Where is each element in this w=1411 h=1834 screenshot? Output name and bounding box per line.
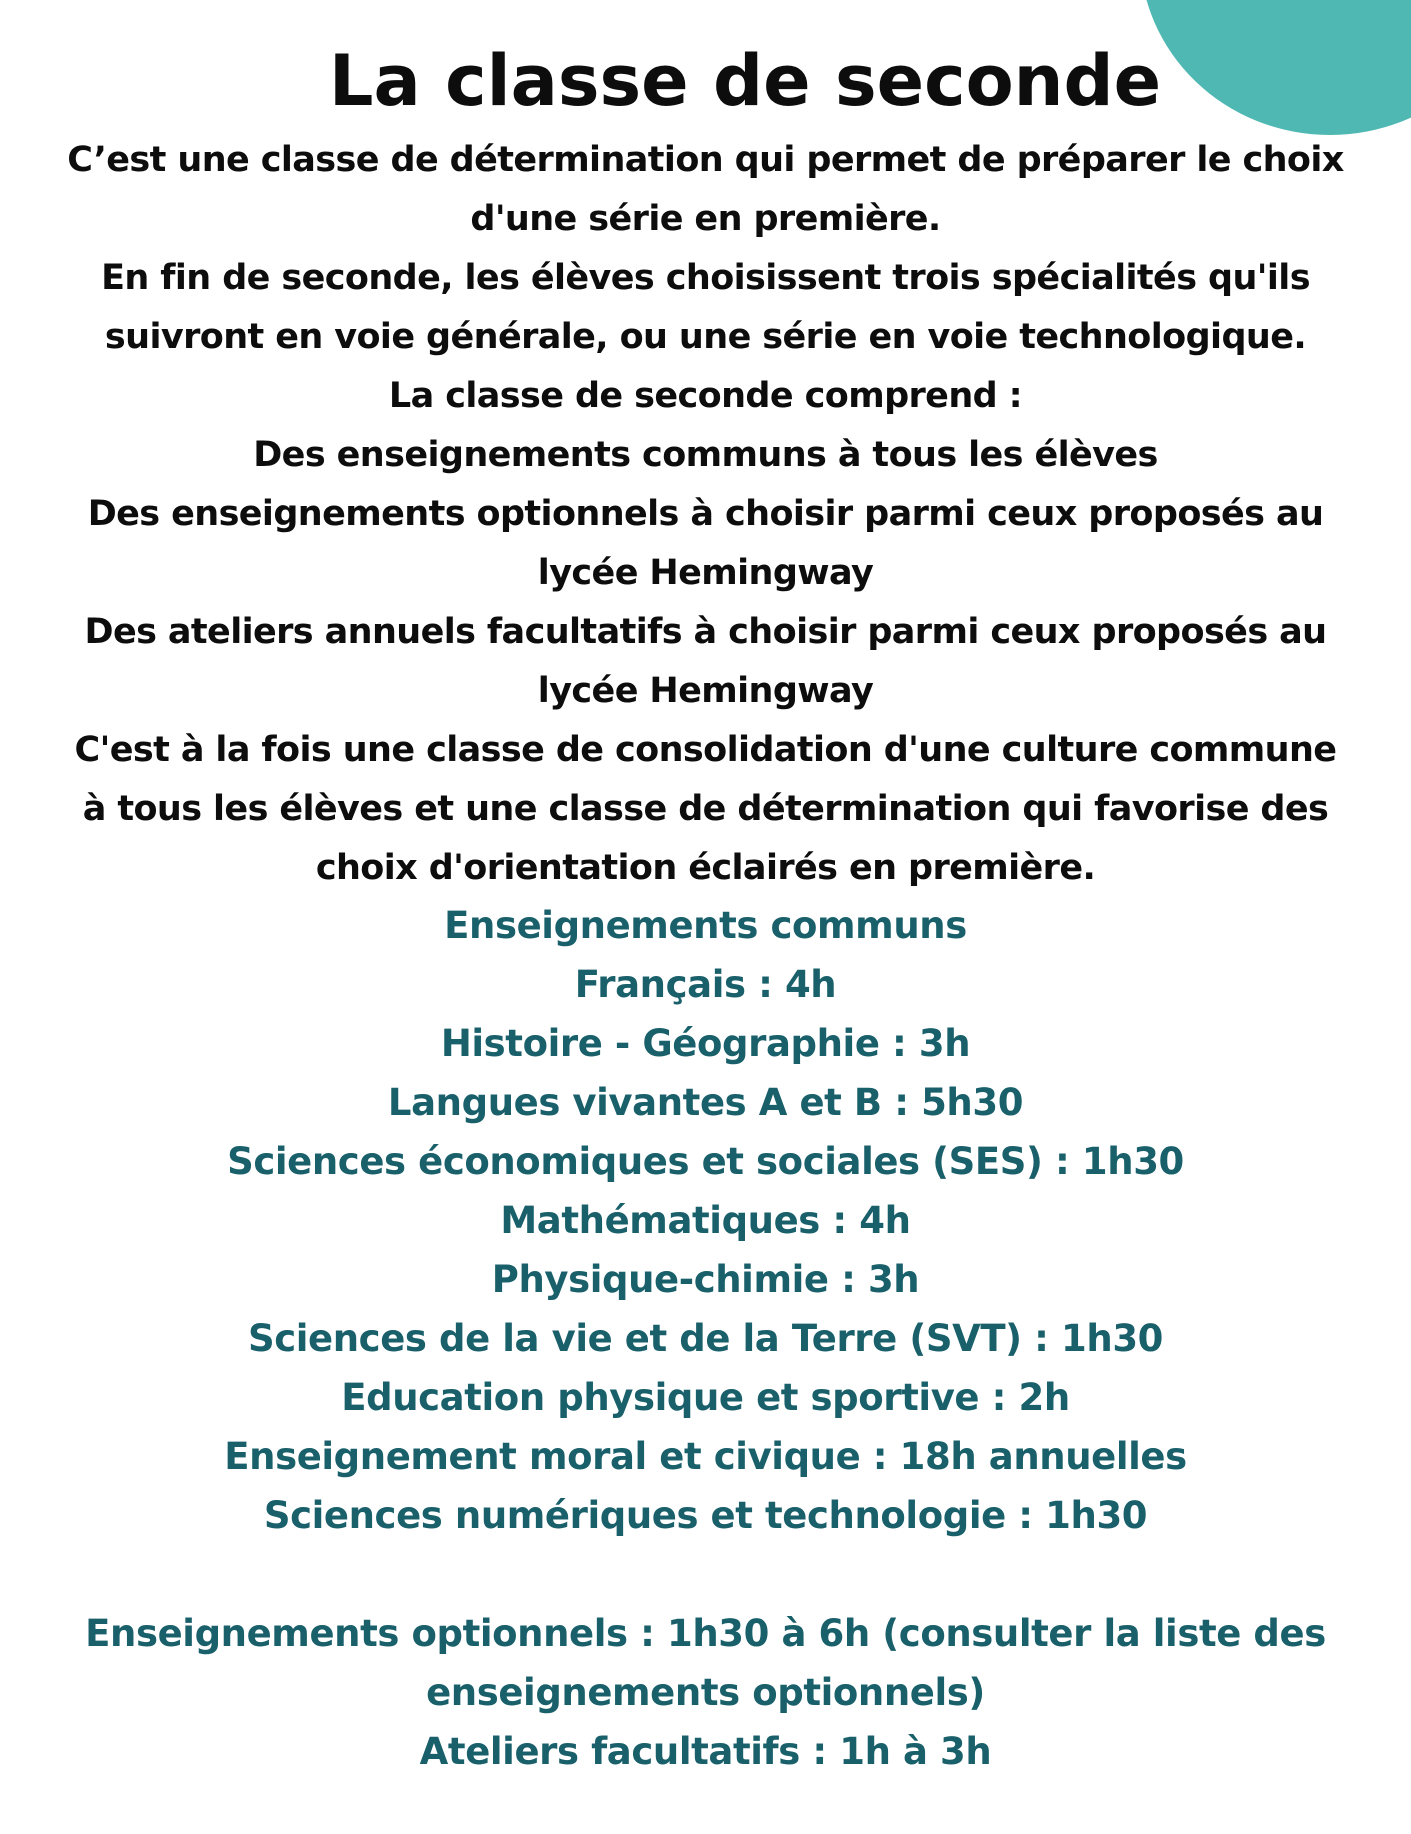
course-list: [0, 896, 1411, 1781]
course-item: Sciences numériques et technologie : 1h30: [263, 1494, 1148, 1537]
course-item: Histoire - Géographie : 3h: [440, 1022, 971, 1065]
intro-line: d'une série en première.: [470, 199, 941, 239]
intro-line: lycée Hemingway: [537, 553, 874, 593]
intro-line: En fin de seconde, les élèves choisissent trois spécialités qu'ils: [101, 258, 1310, 298]
course-item: Sciences économiques et sociales (SES) : 1h30: [227, 1140, 1184, 1183]
course-item: Mathématiques : 4h: [500, 1199, 911, 1242]
intro-line: à tous les élèves et une classe de détermination qui favorise des: [82, 789, 1329, 829]
course-item: Langues vivantes A et B : 5h30: [387, 1081, 1024, 1124]
intro-line: choix d'orientation éclairés en première.: [315, 848, 1096, 888]
blank-spacer: [0, 1545, 1411, 1604]
optional-workshops-line: Ateliers facultatifs : 1h à 3h: [419, 1730, 992, 1773]
intro-line: lycée Hemingway: [537, 671, 874, 711]
optional-courses-line: enseignements optionnels): [426, 1671, 985, 1714]
intro-line: suivront en voie générale, ou une série en voie technologique.: [104, 317, 1307, 357]
course-item: Sciences de la vie et de la Terre (SVT) : 1h30: [247, 1317, 1164, 1360]
intro-line: La classe de seconde comprend :: [388, 376, 1023, 416]
optional-courses-line: Enseignements optionnels : 1h30 à 6h (consulter la liste des: [85, 1612, 1326, 1655]
intro-text: [0, 131, 1411, 898]
intro-line: Des ateliers annuels facultatifs à choisir parmi ceux proposés au: [84, 612, 1327, 652]
course-item: Français : 4h: [574, 963, 837, 1006]
intro-line: Des enseignements communs à tous les élèves: [253, 435, 1158, 475]
intro-line: Des enseignements optionnels à choisir parmi ceux proposés au: [87, 494, 1324, 534]
course-item: Physique-chimie : 3h: [491, 1258, 920, 1301]
course-item: Education physique et sportive : 2h: [341, 1376, 1070, 1419]
common-courses-heading: Enseignements communs: [444, 904, 967, 947]
intro-line: C’est une classe de détermination qui permet de préparer le choix: [67, 140, 1344, 180]
page-title: La classe de seconde: [328, 40, 1162, 122]
course-item: Enseignement moral et civique : 18h annuelles: [224, 1435, 1187, 1478]
intro-line: C'est à la fois une classe de consolidation d'une culture commune: [74, 730, 1337, 770]
